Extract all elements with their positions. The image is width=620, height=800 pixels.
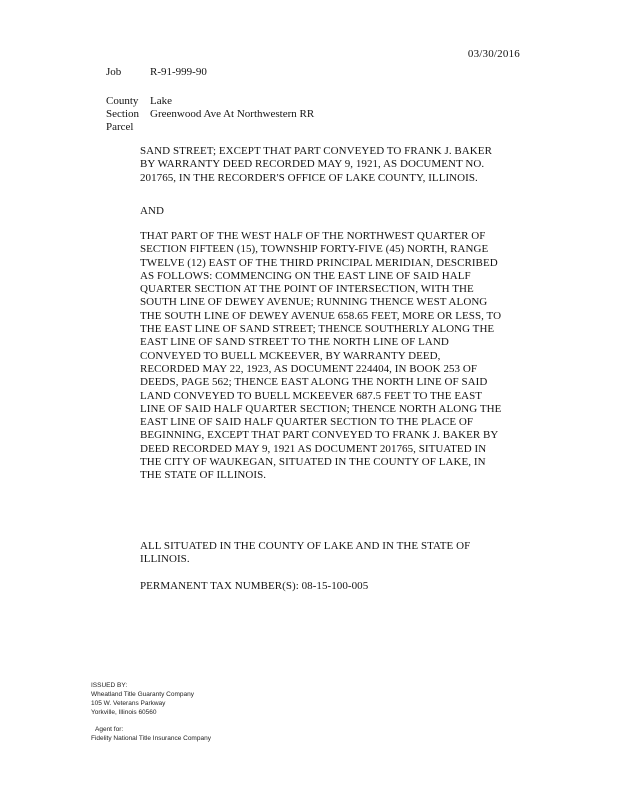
situated-statement: ALL SITUATED IN THE COUNTY OF LAKE AND IN THE STATE OF ILLINOIS. bbox=[140, 540, 471, 566]
parcel-label: Parcel bbox=[106, 121, 134, 133]
job-value: R-91-999-90 bbox=[150, 66, 207, 78]
section-label: Section bbox=[106, 108, 139, 120]
parcel-info bbox=[106, 95, 314, 134]
section-value: Greenwood Ave At Northwestern RR bbox=[150, 108, 315, 120]
parcel-row bbox=[106, 121, 314, 134]
permanent-tax-number: PERMANENT TAX NUMBER(S): 08-15-100-005 bbox=[140, 580, 369, 592]
issuer-company: Wheatland Title Guaranty Company bbox=[91, 691, 194, 698]
document-date: 03/30/2016 bbox=[467, 48, 520, 60]
legal-description-paragraph-2: THAT PART OF THE WEST HALF OF THE NORTHWEST QUARTER OF SECTION FIFTEEN (15), TOWNSHIP FORTY-FIVE (45) NORTH, RANGE TWELVE (12) EAST OF THE THIRD PRINCIPAL MERIDIAN, DESCRIBED AS FOLLOWS: COMMENCING ON THE EAST LINE OF SAID HALF QUARTER SECTION AT THE POINT OF INTERSECTION, WITH THE SOUTH LINE OF DEWEY AVENUE; RUNNING THENCE WEST ALONG THE SOUTH LINE OF DEWEY AVENUE 658.65 FEET, MORE OR LESS, TO THE EAST LINE OF SAND STREET; THENCE SOUTHERLY ALONG THE EAST LINE OF SAND STREET TO THE NORTH LINE OF LAND CONVEYED TO BUELL MCKEEVER, BY WARRANTY DEED, RECORDED MAY 22, 1923, AS DOCUMENT 224404, IN BOOK 253 OF DEEDS, PAGE 562; THENCE EAST ALONG THE NORTH LINE OF SAID LAND CONVEYED TO BUELL MCKEEVER 687.5 FEET TO THE EAST LINE OF SAID HALF QUARTER SECTION; THENCE NORTH ALONG THE EAST LINE OF SAID HALF QUARTER SECTION TO THE PLACE OF BEGINNING, EXCEPT THAT PART CONVEYED TO FRANK J. BAKER BY DEED RECORDED MAY 9, 1921 AS DOCUMENT 201765, SITUATED IN THE CITY OF WAUKEGAN, SITUATED IN THE COUNTY OF LAKE, IN THE STATE OF ILLINOIS. bbox=[140, 230, 502, 482]
agent-label: Agent for: bbox=[95, 726, 124, 733]
legal-description-paragraph-1: SAND STREET; EXCEPT THAT PART CONVEYED TO FRANK J. BAKER BY WARRANTY DEED RECORDED MAY 9, 1921, AS DOCUMENT NO. 201765, IN THE RECORDER'S OFFICE OF LAKE COUNTY, ILLINOIS. bbox=[140, 145, 492, 184]
agent-block bbox=[91, 725, 211, 743]
issuer-city: Yorkville, Illinois 60560 bbox=[91, 709, 157, 716]
section-row bbox=[106, 108, 314, 121]
county-label: County bbox=[106, 95, 139, 107]
issuer-block bbox=[91, 681, 194, 717]
job-info bbox=[106, 66, 207, 79]
county-row bbox=[106, 95, 314, 108]
agent-company: Fidelity National Title Insurance Company bbox=[91, 735, 211, 742]
issued-by-label: ISSUED BY: bbox=[91, 682, 128, 689]
job-row bbox=[106, 66, 207, 79]
job-label: Job bbox=[106, 66, 122, 78]
county-value: Lake bbox=[150, 95, 172, 107]
and-conjunction: AND bbox=[140, 205, 164, 217]
issuer-address: 105 W. Veterans Parkway bbox=[91, 700, 166, 707]
